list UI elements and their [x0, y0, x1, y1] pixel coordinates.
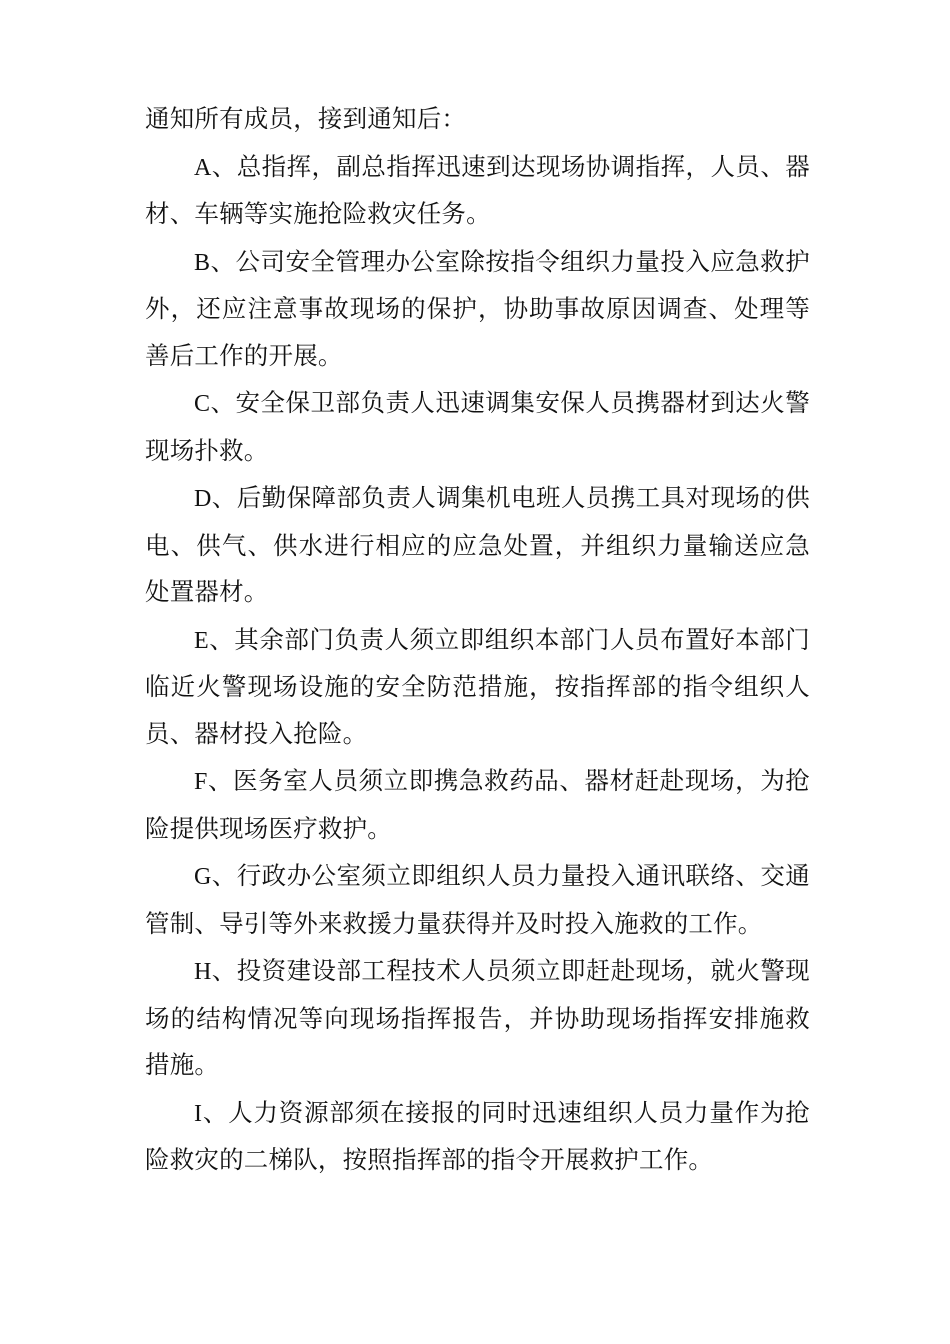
item-text: 后勤保障部负责人调集机电班人员携工具对现场的供电、供气、供水进行相应的应急处置，并组织力量输送应急处置器材。 [145, 483, 810, 606]
item-paragraph-b [145, 239, 810, 380]
item-paragraph-f [145, 758, 810, 852]
item-separator: 、 [210, 388, 236, 417]
item-letter: F [194, 769, 208, 795]
item-letter: A [194, 154, 212, 181]
item-separator: 、 [211, 483, 237, 512]
item-separator: 、 [208, 624, 235, 654]
item-text: 安全保卫部负责人迅速调集安保人员携器材到达火警现场扑救。 [145, 388, 810, 465]
item-text: 人力资源部须在接报的同时迅速组织人员力量作为抢险救灾的二梯队，按照指挥部的指令开展救护工作。 [145, 1097, 810, 1174]
item-paragraph-g [145, 853, 810, 947]
item-letter: B [194, 249, 211, 276]
item-separator: 、 [211, 956, 237, 985]
item-separator: 、 [210, 246, 236, 276]
item-letter: I [194, 1100, 203, 1127]
item-letter: D [194, 486, 212, 512]
item-text: 公司安全管理办公室除按指令组织力量投入应急救护外，还应注意事故现场的保护，协助事故原因调查、处理等善后工作的开展。 [145, 246, 810, 370]
item-paragraph-h [145, 948, 810, 1089]
item-text: 医务室人员须立即携急救药品、器材赶赴现场，为抢险提供现场医疗救护。 [145, 766, 810, 843]
item-letter: H [194, 959, 212, 985]
item-separator: 、 [211, 151, 237, 181]
item-separator: 、 [202, 1097, 229, 1127]
document-page [145, 96, 810, 1185]
item-paragraph-i [145, 1090, 810, 1184]
intro-paragraph: 通知所有成员，接到通知后： [145, 104, 467, 133]
item-text: 总指挥，副总指挥迅速到达现场协调指挥，人员、器材、车辆等实施抢险救灾任务。 [145, 151, 810, 228]
item-letter: G [194, 864, 212, 890]
item-letter: C [194, 391, 211, 417]
item-paragraph-a [145, 144, 810, 238]
item-paragraph-d [145, 475, 810, 616]
item-separator: 、 [207, 766, 234, 795]
item-text: 投资建设部工程技术人员须立即赶赴现场，就火警现场的结构情况等向现场指挥报告，并协助现场指挥安排施救措施。 [145, 956, 810, 1079]
item-separator: 、 [211, 861, 237, 890]
item-paragraph-c [145, 380, 810, 474]
item-text: 其余部门负责人须立即组织本部门人员布置好本部门临近火警现场设施的安全防范措施，按指挥部的指令组织人员、器材投入抢险。 [145, 624, 810, 748]
item-paragraph-e [145, 617, 810, 758]
item-text: 行政办公室须立即组织人员力量投入通讯联络、交通管制、导引等外来救援力量获得并及时投入施救的工作。 [145, 861, 810, 938]
item-letter: E [194, 627, 209, 654]
